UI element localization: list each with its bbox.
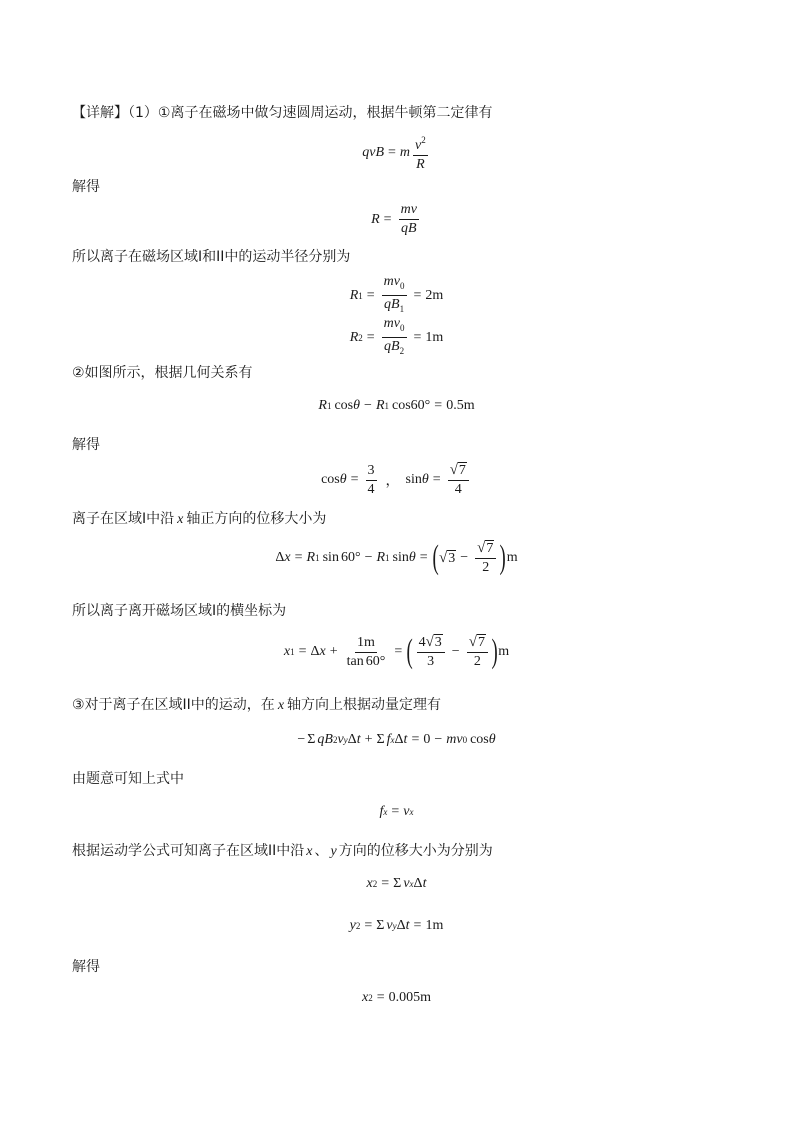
text-jiede-3: 解得 xyxy=(72,959,100,975)
eq-delta-x: Δ x = R 1 sin 60° − R 1 sin θ = ( √ 3 − √ 7 2 ) m xyxy=(275,539,518,576)
text-geometry: ②如图所示，根据几何关系有 xyxy=(72,365,253,381)
text-momentum: ③对于离子在区域II中的运动，在 x 轴方向上根据动量定理有 xyxy=(72,697,442,713)
text-known: 由题意可知上式中 xyxy=(72,771,184,787)
text-displacement: 离子在区域I中沿 x 轴正方向的位移大小为 xyxy=(72,511,327,527)
text-intro: 【详解】（1）①离子在磁场中做匀速圆周运动，根据牛顿第二定律有 xyxy=(72,105,493,121)
text-exit-coordinate: 所以离子离开磁场区域I的横坐标为 xyxy=(72,603,287,619)
eq-lorentz: q v B = m $\frac{v^2}{R}$ xyxy=(0,132,793,173)
eq-x2-sum: x 2 = Σ v x Δ t xyxy=(366,876,427,891)
eq-impulse: − Σ q B 2 v y Δ t + Σ f x Δ t = 0 − m v 0 cos θ xyxy=(297,732,496,747)
eq-y2-sum: y 2 = Σ v y Δ t = 1m xyxy=(349,918,444,933)
text-kinematics: 根据运动学公式可知离子在区域II中沿 x 、 y 方向的位移大小为分别为 xyxy=(72,843,493,859)
eq-r1: R 1 = $\frac{mv_0}{qB_1}$ = 2m xyxy=(349,274,444,314)
eq-x1: x 1 = Δ x + $\frac{1m}{\tan 60^\circ}$ = ( 4 √ 3 3 − √ 7 2 ) m xyxy=(283,633,510,670)
eq-geometry: R 1 cos θ − R 1 cos 60° = 0.5m xyxy=(318,398,475,413)
text-radii: 所以离子在磁场区域I和II中的运动半径分别为 xyxy=(72,249,351,265)
text-jiede-1: 解得 xyxy=(72,179,100,195)
eq-x2-result: x 2 = 0.005m xyxy=(361,990,431,1005)
text-jiede-2: 解得 xyxy=(72,437,100,453)
eq-trig: cos θ = $\frac{3}{4}$ ， sin θ = √ 7 4 xyxy=(0,462,793,498)
eq-r2: R 2 = $\frac{mv_0}{qB_2}$ = 1m xyxy=(349,316,444,356)
eq-radius: R = $\frac{mv}{qB}$ xyxy=(371,202,417,236)
eq-fx: f x = v x xyxy=(379,804,414,819)
